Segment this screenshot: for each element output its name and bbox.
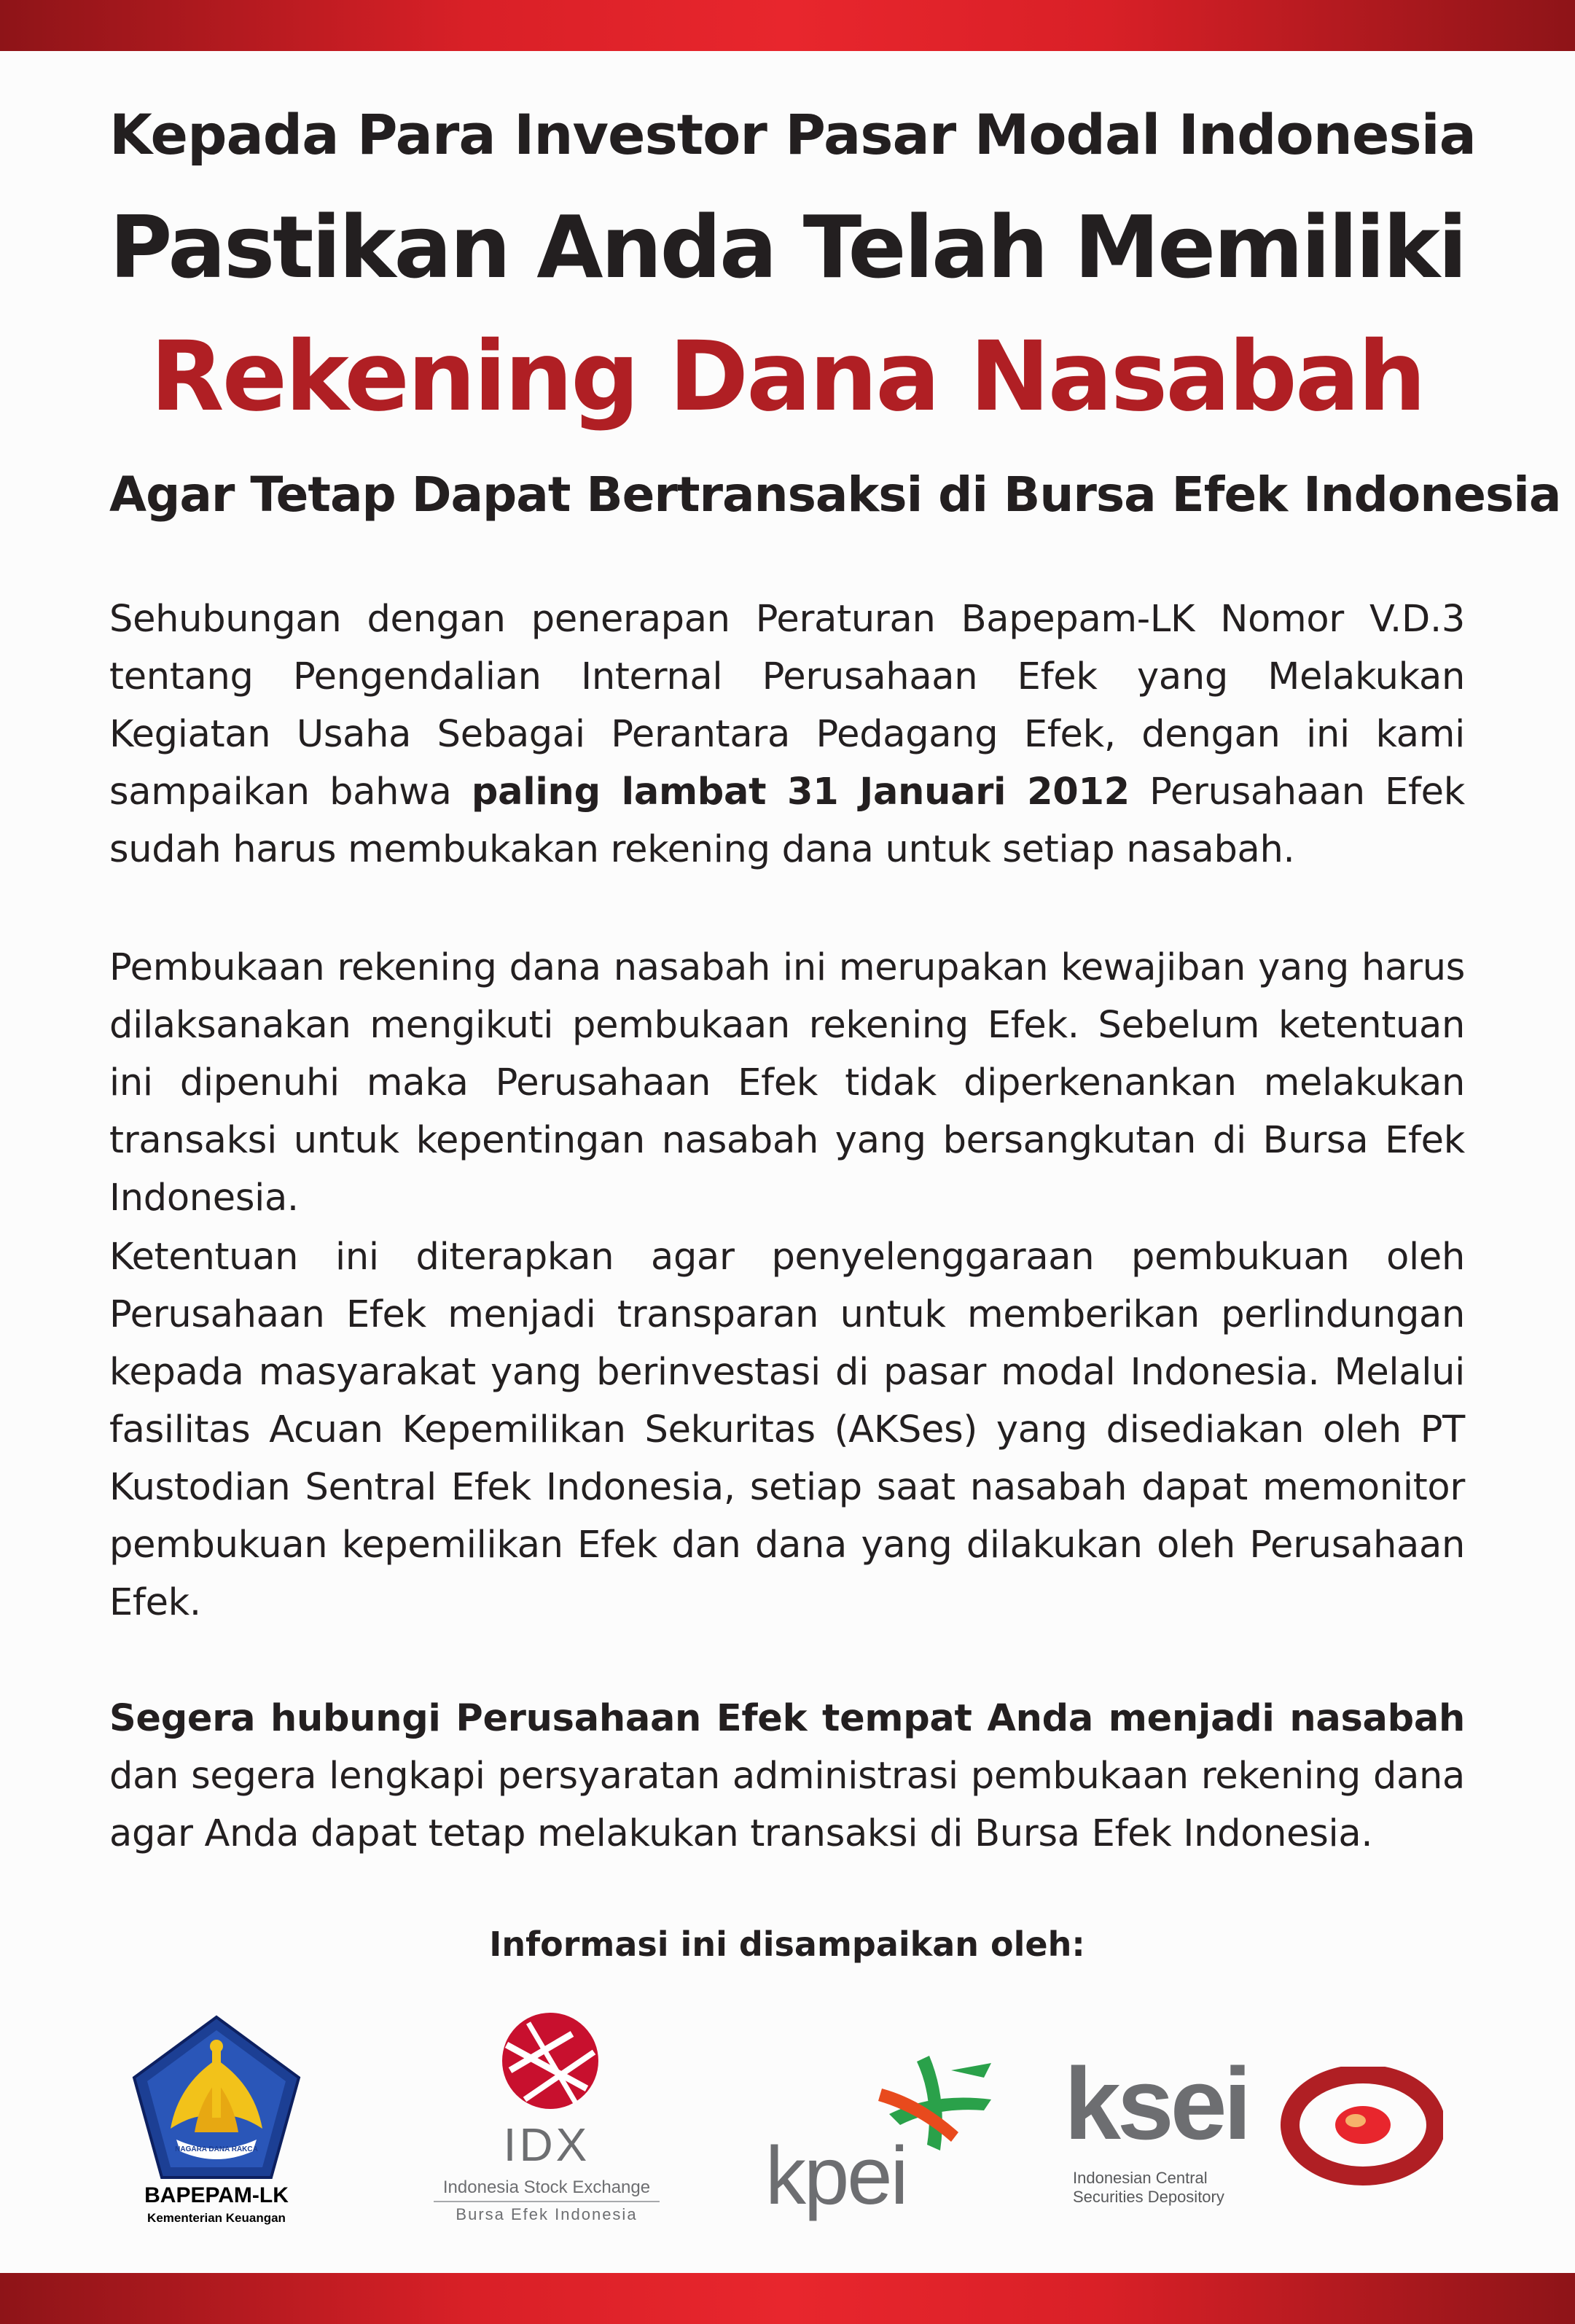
idx-name: IDX	[503, 2118, 590, 2171]
bapepam-ministry: Kementerian Keuangan	[147, 2211, 286, 2225]
paragraph-1-text-b: Perusahaan Efek sudah harus membukakan rekening dana untuk setiap nasabah.	[109, 771, 1465, 871]
paragraph-4-call-to-action: Segera hubungi Perusahaan Efek tempat Anda menjadi nasabah	[109, 1697, 1465, 1740]
paragraph-4-text: dan segera lengkapi persyaratan administrasi pembukaan rekening dana agar Anda dapat tetap melakukan transaksi di Bursa Efek Indonesia.	[109, 1755, 1465, 1855]
paragraph-2: Pembukaan rekening dana nasabah ini merupakan kewajiban yang harus dilaksanakan mengikuti pembukaan rekening Efek. Sebelum ketentuan ini dipenuhi maka Perusahaan Efek tidak diperkenankan melakukan transaksi untuk kepentingan nasabah yang bersangkutan di Bursa Efek Indonesia.	[109, 946, 1465, 1220]
kpei-name: kpei	[765, 2130, 907, 2221]
idx-divider	[434, 2201, 660, 2202]
info-label: Informasi ini disampaikan oleh:	[489, 1925, 1085, 1964]
header-line-2: Pastikan Anda Telah Memiliki	[109, 197, 1466, 297]
ksei-logo	[1064, 2046, 1443, 2227]
bapepam-name: BAPEPAM-LK	[144, 2183, 289, 2207]
bottom-red-bar	[0, 2273, 1575, 2324]
header-line-4: Agar Tetap Dapat Bertransaksi di Bursa Efek Indonesia	[109, 467, 1561, 523]
paragraph-1-text-a: Sehubungan dengan penerapan Peraturan Bapepam-LK Nomor V.D.3 tentang Pengendalian Internal Perusahaan Efek yang Melakukan Kegiatan Usaha Sebagai Perantara Pedagang Efek, dengan ini kami sampaikan bahwa	[109, 598, 1465, 814]
idx-logo	[419, 2008, 674, 2227]
ksei-tagline-2: Securities Depository	[1073, 2188, 1224, 2206]
header-line-1: Kepada Para Investor Pasar Modal Indonesia	[109, 102, 1476, 167]
bapepam-ribbon-text: NAGARA DANA RAKCA	[175, 2145, 258, 2153]
paragraph-1-deadline: paling lambat 31 Januari 2012	[471, 771, 1130, 814]
ksei-swirl-icon	[1275, 2067, 1443, 2198]
ksei-name: ksei	[1064, 2046, 1248, 2161]
idx-globe-icon	[419, 2008, 674, 2118]
header-line-3-highlight: Rekening Dana Nasabah	[150, 321, 1424, 433]
ksei-tagline-1: Indonesian Central	[1073, 2169, 1208, 2187]
idx-indonesian-name: Bursa Efek Indonesia	[456, 2205, 638, 2223]
top-red-bar	[0, 0, 1575, 51]
bapepam-logo	[125, 2008, 308, 2227]
idx-english-name: Indonesia Stock Exchange	[442, 2177, 651, 2197]
kpei-logo	[765, 2048, 1006, 2223]
paragraph-3: Ketentuan ini diterapkan agar penyelenggaraan pembukuan oleh Perusahaan Efek menjadi transparan untuk memberikan perlindungan kepada masyarakat yang berinvestasi di pasar modal Indonesia. Melalui fasilitas Acuan Kepemilikan Sekuritas (AKSes) yang disediakan oleh PT Kustodian Sentral Efek Indonesia, setiap saat nasabah dapat memonitor pembukuan kepemilikan Efek dan dana yang dilakukan oleh Perusahaan Efek.	[109, 1236, 1465, 1624]
paragraph-4	[109, 1690, 1465, 1863]
paragraph-1	[109, 590, 1465, 878]
